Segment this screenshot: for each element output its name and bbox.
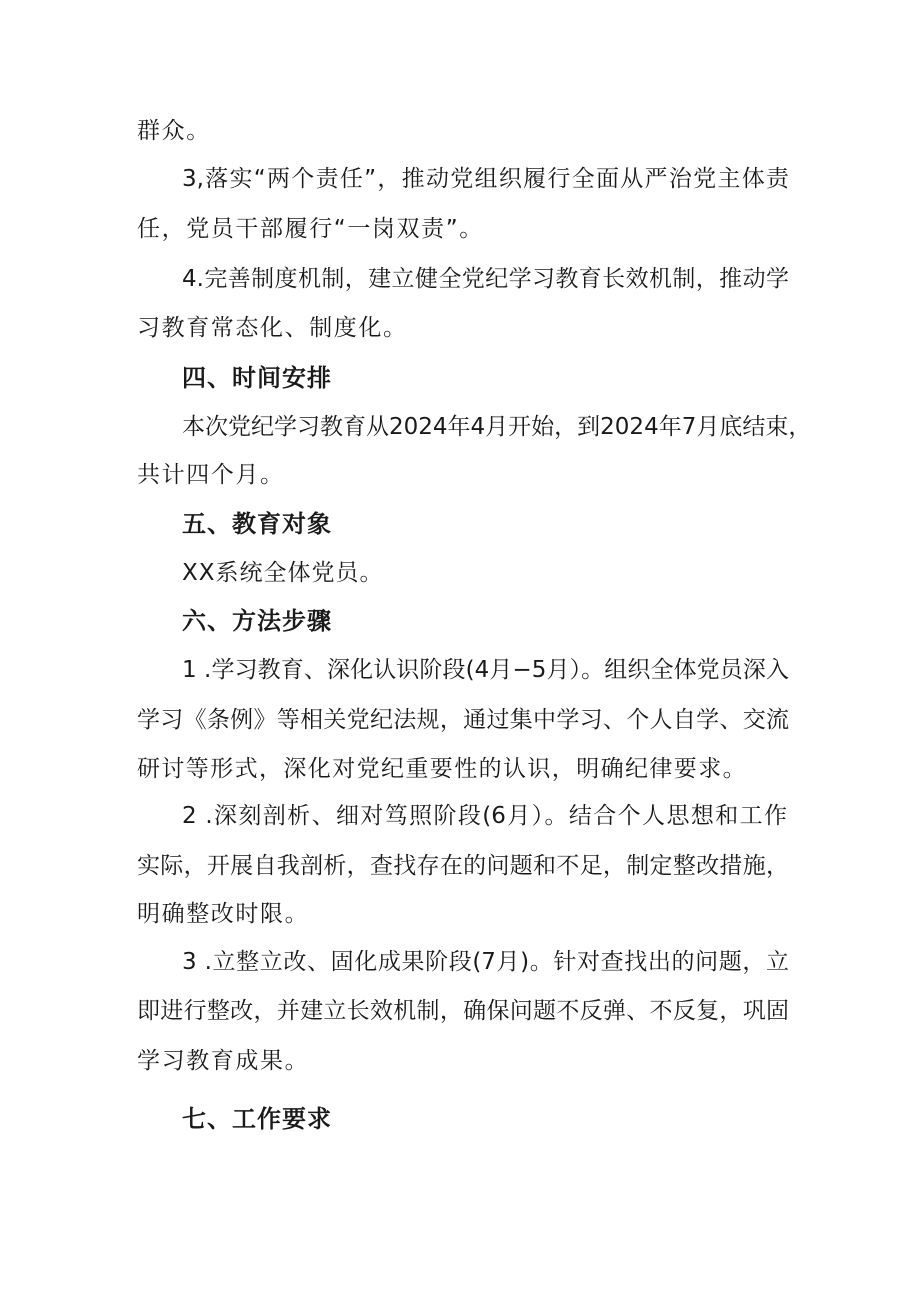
section-heading-method: 六、方法步骤: [182, 607, 332, 635]
section-heading-audience: 五、教育对象: [182, 510, 332, 538]
paragraph-line: 明确整改时限。: [137, 901, 310, 927]
paragraph-line: 1 .学习教育、深化认识阶段(4月−5月）。组织全体党员深入: [182, 657, 789, 683]
paragraph-line: 2 .深刻剖析、细对笃照阶段(6月）。结合个人思想和工作: [182, 803, 787, 829]
paragraph-line: 群众。: [137, 118, 211, 144]
paragraph-line: 任，党员干部履行“一岗双责”。: [137, 216, 484, 242]
paragraph-line: 4.完善制度机制，建立健全党纪学习教育长效机制，推动学: [182, 266, 789, 292]
paragraph-line: 共计四个月。: [137, 462, 285, 488]
paragraph-line: 本次党纪学习教育从2024年4月开始，到2024年7月底结束，: [182, 414, 812, 440]
section-heading-time: 四、时间安排: [182, 364, 332, 392]
paragraph-line: XX系统全体党员。: [182, 560, 384, 586]
paragraph-line: 3 .立整立改、固化成果阶段(7月)。针对查找出的问题，立: [182, 949, 789, 975]
paragraph-line: 3,落实“两个责任”，推动党组织履行全面从严治党主体责: [182, 166, 789, 192]
paragraph-line: 学习教育成果。: [137, 1048, 310, 1074]
paragraph-line: 实际，开展自我剖析，查找存在的问题和不足，制定整改措施，: [137, 853, 789, 879]
paragraph-line: 学习《条例》等相关党纪法规，通过集中学习、个人自学、交流: [137, 707, 789, 733]
paragraph-line: 研讨等形式，深化对党纪重要性的认识，明确纪律要求。: [137, 756, 747, 782]
paragraph-line: 即进行整改，并建立长效机制，确保问题不反弹、不反复，巩固: [137, 998, 789, 1024]
section-heading-requirements: 七、工作要求: [182, 1105, 332, 1133]
paragraph-line: 习教育常态化、制度化。: [137, 315, 408, 341]
